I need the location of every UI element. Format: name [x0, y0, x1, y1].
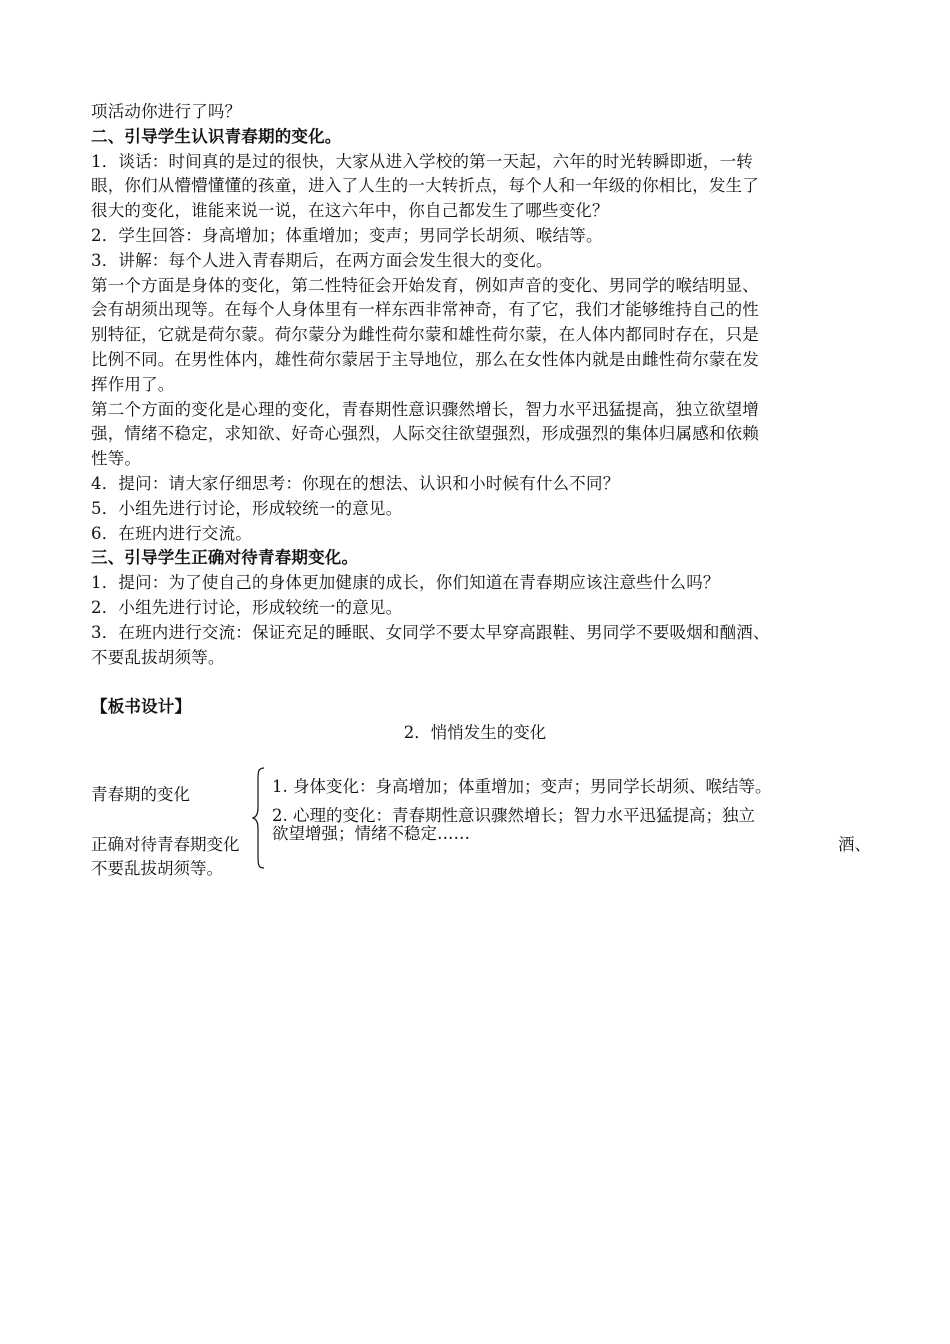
paragraph-line: 别特征，它就是荷尔蒙。荷尔蒙分为雌性荷尔蒙和雄性荷尔蒙，在人体内都同时存在，只是 — [91, 325, 759, 345]
lesson-body-text — [91, 100, 871, 720]
board-item-mental-change-line1: 2. 心理的变化：青春期性意识骤然增长；智力水平迅猛提高；独立 — [272, 806, 755, 825]
paragraph-line: 比例不同。在男性体内，雄性荷尔蒙居于主导地位，那么在女性体内就是由雌性荷尔蒙在发 — [91, 349, 759, 369]
board-item-mental-change-line2: 欲望增强；情绪不稳定…… — [272, 824, 470, 843]
paragraph-line: 挥作用了。 — [91, 374, 175, 394]
section-heading: 【板书设计】 — [91, 697, 192, 717]
board-title: 2．悄悄发生的变化 — [403, 723, 547, 742]
board-last-line: 不要乱拔胡须等。 — [91, 859, 223, 878]
board-item-body-change: 1. 身体变化：身高增加；体重增加；变声；男同学长胡须、喉结等。 — [272, 777, 772, 796]
board-label-puberty-changes: 青春期的变化 — [91, 785, 190, 804]
paragraph-line: 1．提问：为了使自己的身体更加健康的成长，你们知道在青春期应该注意些什么吗？ — [91, 573, 720, 593]
paragraph-line: 5．小组先进行讨论，形成较统一的意见。 — [91, 498, 403, 518]
paragraph-line: 2．学生回答：身高增加；体重增加；变声；男同学长胡须、喉结等。 — [91, 225, 603, 245]
paragraph-line: 4．提问：请大家仔细思考：你现在的想法、认识和小时候有什么不同？ — [91, 473, 620, 493]
paragraph-line — [91, 670, 871, 695]
board-overlap-tail: 酒、 — [838, 835, 871, 854]
paragraph-line: 不要乱拔胡须等。 — [91, 647, 225, 667]
section-heading: 二、引导学生认识青春期的变化。 — [91, 126, 342, 146]
paragraph-line: 3．讲解：每个人进入青春期后，在两方面会发生很大的变化。 — [91, 250, 553, 270]
paragraph-line: 很大的变化，谁能来说一说，在这六年中，你自己都发生了哪些变化？ — [91, 201, 609, 221]
section-heading: 三、引导学生正确对待青春期变化。 — [91, 548, 359, 568]
board-label-correct-attitude: 正确对待青春期变化 — [91, 835, 240, 854]
paragraph-line: 项活动你进行了吗？ — [91, 102, 242, 121]
paragraph-line: 2．小组先进行讨论，形成较统一的意见。 — [91, 597, 403, 617]
paragraph-line: 第一个方面是身体的变化，第二性特征会开始发育，例如声音的变化、男同学的喉结明显、 — [91, 275, 759, 295]
paragraph-line: 6．在班内进行交流。 — [91, 523, 252, 543]
paragraph-line: 眼，你们从懵懵懂懂的孩童，进入了人生的一大转折点，每个人和一年级的你相比，发生了 — [91, 176, 759, 196]
paragraph-line: 强，情绪不稳定，求知欲、好奇心强烈，人际交往欲望强烈，形成强烈的集体归属感和依赖 — [91, 424, 759, 444]
paragraph-line: 会有胡须出现等。在每个人身体里有一样东西非常神奇，有了它，我们才能够维持自己的性 — [91, 300, 759, 320]
paragraph-line: 第二个方面的变化是心理的变化，青春期性意识骤然增长，智力水平迅猛提高，独立欲望增 — [91, 399, 759, 419]
paragraph-line: 3．在班内进行交流：保证充足的睡眠、女同学不要太早穿高跟鞋、男同学不要吸烟和酗酒、 — [91, 622, 770, 642]
paragraph-line: 性等。 — [91, 449, 142, 469]
paragraph-line: 1．谈话：时间真的是过的很快，大家从进入学校的第一天起，六年的时光转瞬即逝，一转 — [91, 151, 753, 171]
